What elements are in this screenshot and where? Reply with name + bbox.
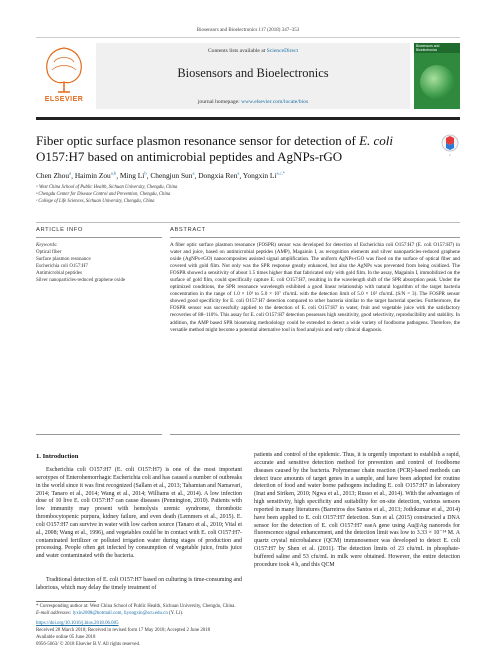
intro-paragraph-1: Escherichia coli O157:H7 (E. coli O157:H7) is one of the most important serotypes of Enterohemorrhagic Escherichia coli and has caused a number of outbreaks in the world since it was first recognized (Sallam et al., 2013; Tahamtan and Namavari, 2014; Tanaro et al., 2014; Wang et al., 2014; Williams et al., 2014). A low infection dose of 10 live E. coli O157:H7 can cause diseases (Pennington, 2010). Patients with low immunity may present with hemolysis uremic syndrome, thrombotic thrombocytopenic purpura, kidney failure, and even death (Lemmers et al., 2015). E. coli O157:H7 can survive in water with low carbon source (Tanaro et al., 2010; Vital et al., 2008; Wang et al., 1996), and vegetables could be in contact with E. coli O157:H7-contaminated fertilizer or polluted irrigation water during stages of production and processing. People often get infected by consumption of vegetable juice, fruits juice and water contaminated with the bacteria.	[36, 467, 242, 560]
author[interactable]: Haimin Zou$^{a,b}$	[74, 171, 117, 181]
keyword: Optical fiber	[36, 250, 62, 255]
doi-link[interactable]: https://doi.org/10.1016/j.bios.2018.06.005	[36, 621, 119, 626]
author[interactable]: Chen Zhou$^a$	[36, 171, 72, 181]
author[interactable]: Dongxia Ren$^a$	[198, 171, 240, 181]
doi-line	[36, 621, 460, 626]
section-heading-introduction: 1. Introduction	[36, 453, 79, 460]
title-line2: O157:H7 based on antimicrobial peptides and AgNPs-rGO	[36, 148, 343, 164]
sciencedirect-link[interactable]: ScienceDirect	[266, 48, 299, 54]
journal-title: Biosensors and Bioelectronics	[177, 66, 329, 80]
journal-homepage-link[interactable]: www.elsevier.com/locate/bios	[241, 99, 309, 105]
author[interactable]: Yongxin $Li^{a,c,*}$	[242, 171, 286, 181]
email-line	[36, 611, 460, 616]
intro-paragraph-2: Traditional detection of E. coli O157:H7 based on culturing is time-consuming and laborious, which may delay the timely treatment of	[36, 577, 242, 591]
keyword: Silver nanoparticles-reduced graphene oxide	[36, 278, 126, 283]
info-top-rule	[36, 222, 460, 223]
contents-prefix: Contents lists available at	[207, 48, 267, 54]
elsevier-wordmark: ELSEVIER	[44, 96, 84, 103]
article-title	[36, 133, 436, 164]
title-italic: E. coli	[359, 133, 394, 148]
abstract-end-rule	[170, 434, 460, 435]
corresponding-author-note: * Corresponding author at: West China School of Public Health, Sichuan University, Chengdu, China.	[36, 604, 236, 609]
intro-right-column: patients and control of the epidemic. Thus, it is urgently important to establish a rapid, accurate and sensitive detection method for prevention and control of foodborne diseases caused by the bacteria. Polymerase chain reaction (PCR)-based methods can detect trace amounts of target genes in a sample, and have been adopted for routine detection of food and water borne pathogens including E. coli O157:H7 in laboratory (Inat and Siriken, 2010; Ngwa et al., 2013; Russo et al., 2014). With the advantages of high sensitivity, high specificity and suitability for on-site detection, various sensors reported in many literatures (Barreiros dos Santos et al., 2013; Jothikumar et al., 2014) have been applied to E. coli O157:H7 detection. Sun et al. (2015) constructed a DNA sensor for the detection of E. coli O157:H7 eaeA gene using Au@Ag nanorods for fluorescence signal enhancement, and the detection limit was low to 3.33 × 10⁻¹⁴ M. A quartz crystal microbalance (QCM) immunosensor was developed to detect E. coli O157:H7 by Shen et al. (2011). The detection limits of 23 cfu/mL in phosphate-buffered saline and 53 cfu/mL in milk were obtained. However, the entire detection procedure took 4 h, and this QCM	[254, 452, 460, 568]
journal-reference: Biosensors and Bioelectronics 117 (2018) 347–353	[196, 28, 300, 33]
affiliation-a: ᵃ West China School of Public Health, Sichuan University, Chengdu, China	[36, 185, 178, 190]
keyword: Surface plasmon resonance	[36, 257, 91, 262]
info-rule	[36, 237, 162, 238]
svg-text:✓: ✓	[448, 153, 452, 157]
abstract-rule	[170, 237, 460, 238]
affiliation-b: ᵇ Chengdu Center for Disease Control and Prevention, Chengdu, China	[36, 192, 171, 197]
title-line1: Fiber optic surface plasmon resonance sensor for detection of	[36, 133, 360, 148]
affiliation-c: ᶜ College of Life Sciences, Sichuan University, Chengdu, China	[36, 199, 155, 204]
email-label: E-mail addresses:	[36, 611, 73, 616]
info-end-rule	[36, 434, 162, 435]
email-suffix: (Y. Li).	[167, 611, 184, 616]
header-rule	[36, 37, 460, 38]
elsevier-tree-logo	[36, 42, 92, 96]
available-online: Available online 05 June 2018	[36, 635, 96, 640]
article-info-heading: ARTICLE INFO	[36, 227, 84, 233]
received-dates: Received 28 March 2018; Received in revised form 17 May 2018; Accepted 2 June 2018	[36, 628, 211, 633]
journal-cover-thumbnail	[414, 43, 460, 109]
author[interactable]: Ming Li$^b$	[119, 171, 147, 181]
masthead-rule	[36, 117, 460, 120]
author[interactable]: Chengjun Sun$^a$	[150, 171, 195, 181]
cover-image	[420, 65, 454, 99]
cover-title: Biosensors and Bioelectronics	[416, 44, 440, 52]
keyword: Escherichia coli O157:H7	[36, 264, 88, 269]
keyword: Antimicrobial peptides	[36, 271, 82, 276]
abstract-text: A fiber optic surface plasmon resonance (FOSPR) sensor was developed for detection of Escherichia coli O157:H7 (E. coli O157:H7) in water and juice, based on antimicrobial peptides (AMP), Magainin I, as recognition elements and silver nanoparticles-reduced graphene oxide (AgNPs-rGO) nanocomposites assisted signal amplification. The uniform AgNPs-rGO was fixed on the surface of optical fiber and covered with gold film. Not only was the SPR response greatly enhanced, but also the AgNPs was prevented from being oxidized. The FOSPR showed a sensitivity of about 1.5 times higher than that fabricated only with gold film. In the assay, Magainin I, immobilized on the surface of gold film, could specifically capture E. coli O157:H7, resulting in the wavelength shift of the SPR absorption peak. Under the optimized conditions, the SPR resonance wavelength exhibited a good linear relationship with natural logarithm of the target bacteria concentration in the range of 1.0 × 10³ to 5.0 × 10⁷ cfu/mL with the detection limit of 5.0 × 10² cfu/mL (S/N = 3). The FOSPR sensor showed good specificity for E. coli O157:H7 detection compared to other bacteria similar to the target bacterial species. Furthermore, the FOSPR sensor was successfully applied to the detection of E. coli O157:H7 in water, fruit and vegetable juice with the satisfactory recoveries of 88–110%. This assay for E. coli O157:H7 detection possesses high sensitivity, good selectivity, reproducibility and stability. In addition, the AMP based SPR biosensing methodology could be extended to detect a wide variety of foodborne pathogens. Therefore, the versatile method might become a potential alternative tool in food analysis and early clinical diagnosis.	[170, 242, 460, 333]
contents-line	[96, 48, 410, 54]
footnote-rule	[36, 601, 96, 602]
email-links[interactable]: lyxin2008@hotmail.com, liyongxin@scu.edu.cn	[72, 611, 168, 616]
crossmark-icon[interactable]	[440, 133, 460, 157]
homepage-prefix: journal homepage:	[197, 99, 242, 105]
homepage-line	[96, 99, 410, 105]
copyright: 0956-5663/ © 2018 Elsevier B.V. All rights reserved.	[36, 642, 141, 647]
keywords-label: Keywords:	[36, 243, 58, 248]
author-list: Chen Zhou$^a$, Haimin Zou$^{a,b}$, Ming Li$^b$, Chengjun Sun$^a$, Dongxia Ren$^a$, Yongxin $Li^{a,c,*}$	[36, 171, 286, 181]
abstract-heading: ABSTRACT	[170, 227, 206, 233]
